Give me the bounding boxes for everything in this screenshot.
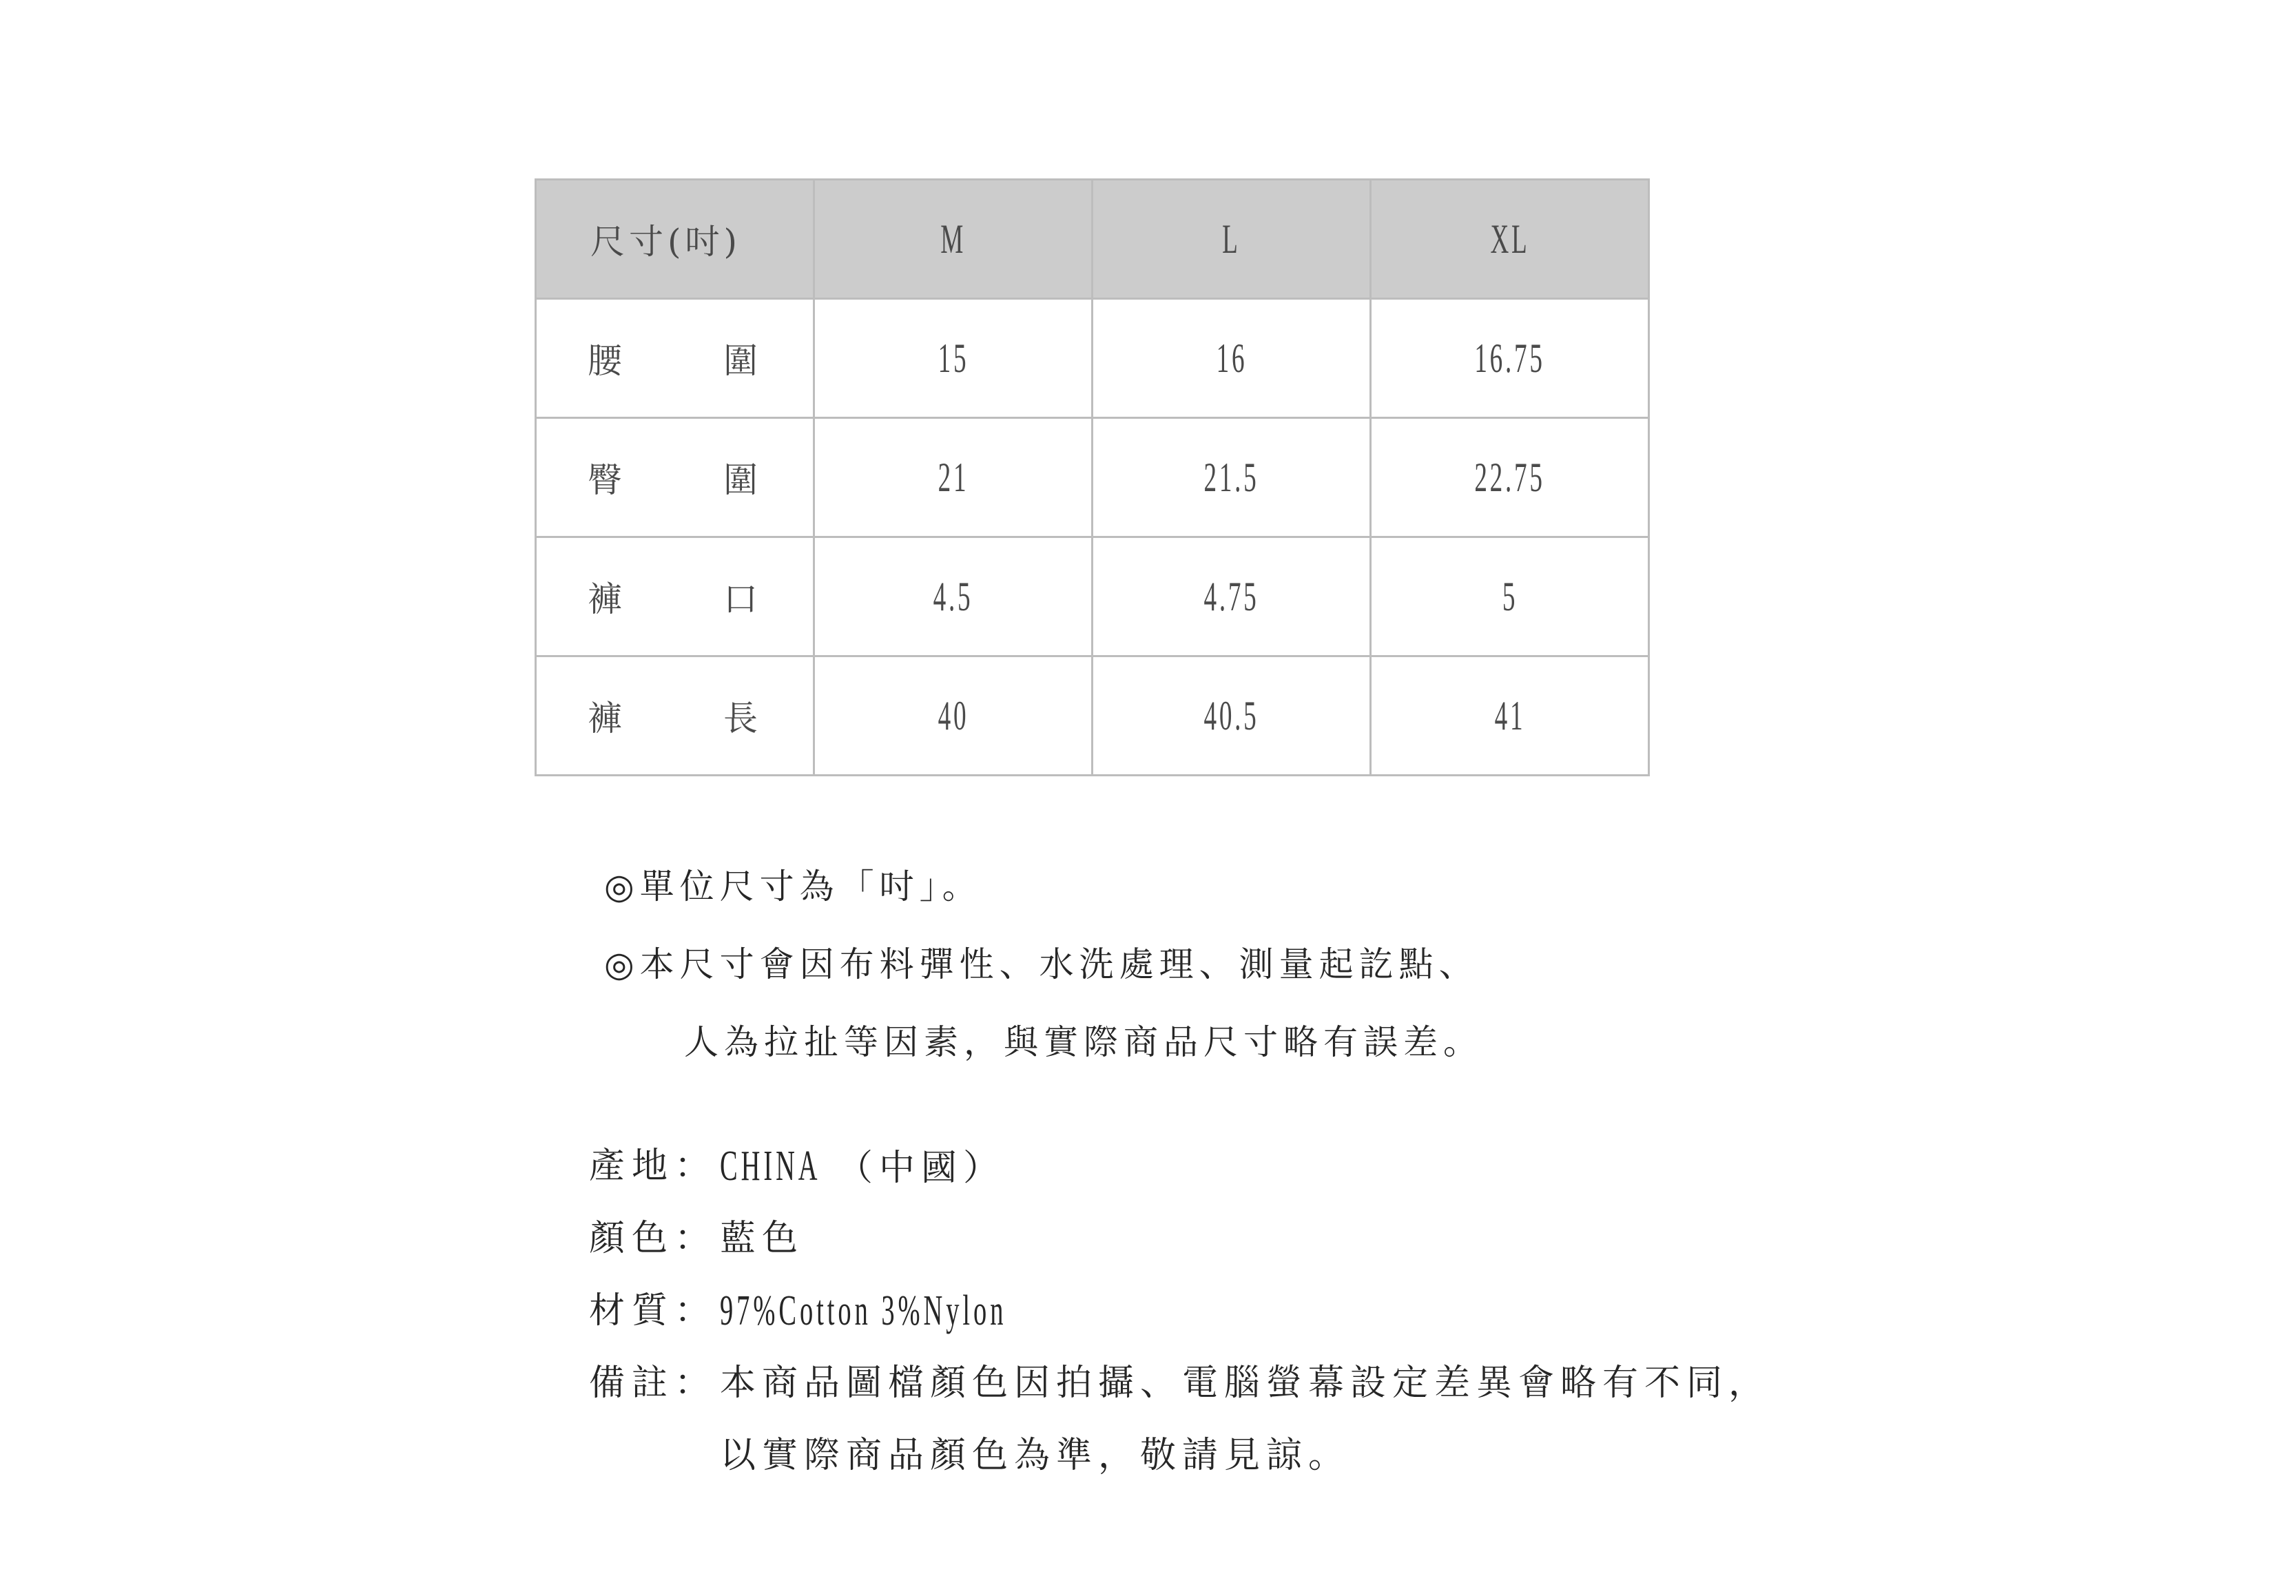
size-label: XL (1489, 216, 1530, 262)
origin-cjk: （中國） (837, 1148, 1006, 1189)
row-label-left: 腰 (588, 341, 622, 381)
spec-origin (589, 1140, 1770, 1212)
row-label-right: 口 (723, 579, 758, 619)
spec-remark-continued (589, 1429, 1770, 1502)
table-row-leg-opening (536, 537, 1649, 656)
value-text: 41 (1494, 692, 1525, 738)
table-header-row (536, 180, 1649, 299)
cell-value (1093, 537, 1371, 656)
cell-value (1371, 299, 1649, 418)
cell-value (1093, 299, 1371, 418)
size-chart-table (535, 178, 1650, 776)
spec-value: 以實際商品顏色為準，敬請見諒。 (720, 1435, 1351, 1476)
cell-value (814, 537, 1093, 656)
value-text: 40 (938, 692, 969, 738)
row-label (536, 537, 814, 656)
value-text: 22.75 (1474, 454, 1545, 500)
spec-value: 本商品圖檔顏色因拍攝、電腦螢幕設定差異會略有不同， (720, 1362, 1771, 1404)
value-text: 21 (938, 454, 969, 500)
note-disclaimer-continued: 人為拉扯等因素，與實際商品尺寸略有誤差。 (684, 1022, 1483, 1062)
spec-label: 顏色： (589, 1218, 718, 1259)
value-text: 4.75 (1203, 573, 1259, 619)
row-label-right: 圍 (723, 460, 758, 500)
cell-value (1371, 418, 1649, 537)
spec-value (720, 1285, 1183, 1357)
spec-color (589, 1212, 1770, 1285)
row-label (536, 418, 814, 537)
cell-value (814, 299, 1093, 418)
table-row-length (536, 656, 1649, 776)
row-label-left: 褲 (588, 579, 622, 619)
size-notes (604, 861, 1483, 1095)
row-label-left: 褲 (588, 698, 622, 738)
size-label: M (940, 216, 966, 262)
row-label-right: 長 (723, 698, 758, 738)
value-text: 5 (1502, 573, 1518, 619)
origin-latin: CHINA (720, 1143, 821, 1190)
cell-value (1371, 537, 1649, 656)
value-text: 16 (1216, 335, 1247, 381)
value-text: 40.5 (1203, 692, 1259, 738)
product-specs (589, 1140, 1770, 1502)
spec-value (720, 1140, 1005, 1212)
spec-label: 備註： (589, 1362, 718, 1404)
spec-label: 產地： (589, 1146, 718, 1187)
row-label (536, 299, 814, 418)
spec-material (589, 1285, 1770, 1357)
note-disclaimer: ◎本尺寸會因布料彈性、水洗處理、測量起訖點、 (604, 944, 1479, 984)
spec-value: 藍色 (720, 1218, 805, 1259)
spec-remark (589, 1357, 1770, 1429)
cell-value (1093, 418, 1371, 537)
cell-value (814, 418, 1093, 537)
note-unit: ◎單位尺寸為「吋」。 (604, 867, 982, 906)
value-text: 16.75 (1474, 335, 1545, 381)
value-text: 21.5 (1203, 454, 1259, 500)
table-row-waist (536, 299, 1649, 418)
header-size-m (814, 180, 1093, 299)
table-row-hip (536, 418, 1649, 537)
cell-value (1371, 656, 1649, 776)
value-text: 15 (938, 335, 969, 381)
value-text: 4.5 (933, 573, 973, 619)
header-size-xl (1371, 180, 1649, 299)
row-label-right: 圍 (723, 341, 758, 381)
spec-label: 材質： (589, 1290, 718, 1331)
header-size-l (1093, 180, 1371, 299)
material-text: 97%Cotton 3%Nylon (720, 1287, 1007, 1334)
header-size-unit: 尺寸(吋) (536, 180, 814, 299)
cell-value (814, 656, 1093, 776)
row-label-left: 臀 (588, 460, 622, 500)
size-label: L (1222, 216, 1241, 262)
cell-value (1093, 656, 1371, 776)
row-label (536, 656, 814, 776)
